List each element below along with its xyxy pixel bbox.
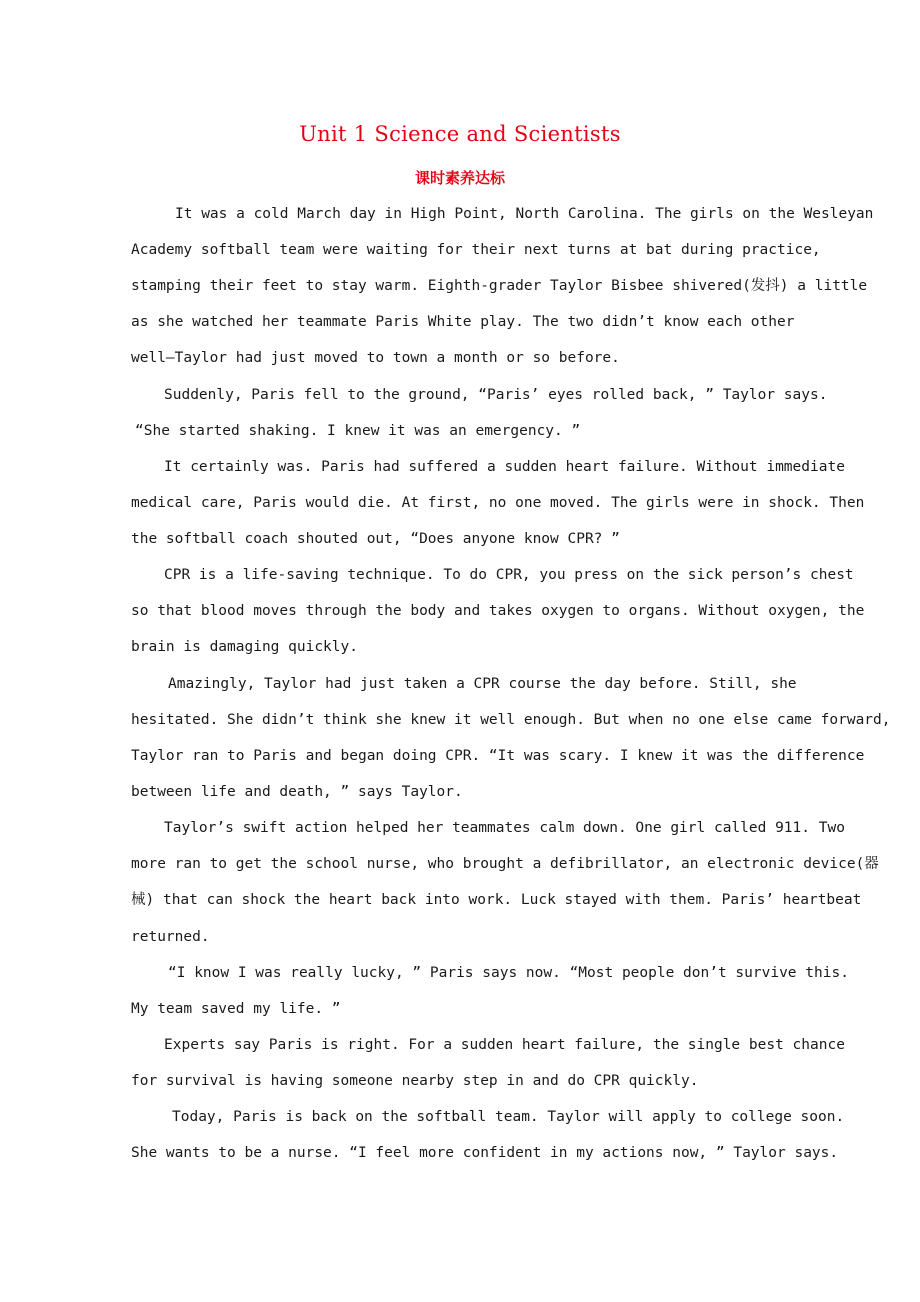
passage-line: well—Taylor had just moved to town a month or so before. — [131, 350, 620, 366]
passage-line: brain is damaging quickly. — [131, 639, 358, 655]
passage-line: the softball coach shouted out, “Does anyone know CPR? ” — [131, 531, 620, 547]
passage-line: “I know I was really lucky, ” Paris says now. “Most people don’t survive this. — [168, 965, 849, 981]
passage-line: She wants to be a nurse. “I feel more confident in my actions now, ” Taylor says. — [131, 1145, 839, 1161]
passage-line: returned. — [131, 929, 210, 945]
passage-line: It certainly was. Paris had suffered a sudden heart failure. Without immediate — [164, 459, 845, 475]
passage-line: more ran to get the school nurse, who brought a defibrillator, an electronic device(器 — [131, 856, 879, 872]
passage-line: Taylor ran to Paris and began doing CPR. “It was scary. I knew it was the difference — [131, 748, 865, 764]
passage-line: Today, Paris is back on the softball team. Taylor will apply to college soon. — [172, 1109, 845, 1125]
passage-line: for survival is having someone nearby step in and do CPR quickly. — [131, 1073, 699, 1089]
passage-line: “She started shaking. I knew it was an emergency. ” — [135, 423, 581, 439]
passage-line: 械) that can shock the heart back into work. Luck stayed with them. Paris’ heartbeat — [131, 892, 862, 908]
passage-line: My team saved my life. ” — [131, 1001, 341, 1017]
passage-line: Academy softball team were waiting for their next turns at bat during practice, — [131, 242, 821, 258]
passage-line: medical care, Paris would die. At first, no one moved. The girls were in shock. Then — [131, 495, 865, 511]
passage-line: stamping their feet to stay warm. Eighth-grader Taylor Bisbee shivered(发抖) a little — [131, 278, 868, 294]
passage-line: so that blood moves through the body and takes oxygen to organs. Without oxygen, the — [131, 603, 865, 619]
passage-line: as she watched her teammate Paris White play. The two didn’t know each other — [131, 314, 795, 330]
passage-line: Taylor’s swift action helped her teammates calm down. One girl called 911. Two — [164, 820, 845, 836]
document-title: Unit 1 Science and Scientists — [299, 122, 621, 146]
passage-line: CPR is a life-saving technique. To do CPR, you press on the sick person’s chest — [164, 567, 854, 583]
passage-line: Amazingly, Taylor had just taken a CPR course the day before. Still, she — [168, 676, 797, 692]
passage-line: Suddenly, Paris fell to the ground, “Paris’ eyes rolled back, ” Taylor says. — [164, 387, 828, 403]
passage-line: between life and death, ” says Taylor. — [131, 784, 463, 800]
document-subtitle: 课时素养达标 — [414, 169, 505, 187]
passage-line: Experts say Paris is right. For a sudden heart failure, the single best chance — [164, 1037, 845, 1053]
passage-line: It was a cold March day in High Point, North Carolina. The girls on the Wesleyan — [175, 206, 874, 222]
passage-line: hesitated. She didn’t think she knew it well enough. But when no one else came forward, — [131, 712, 891, 728]
